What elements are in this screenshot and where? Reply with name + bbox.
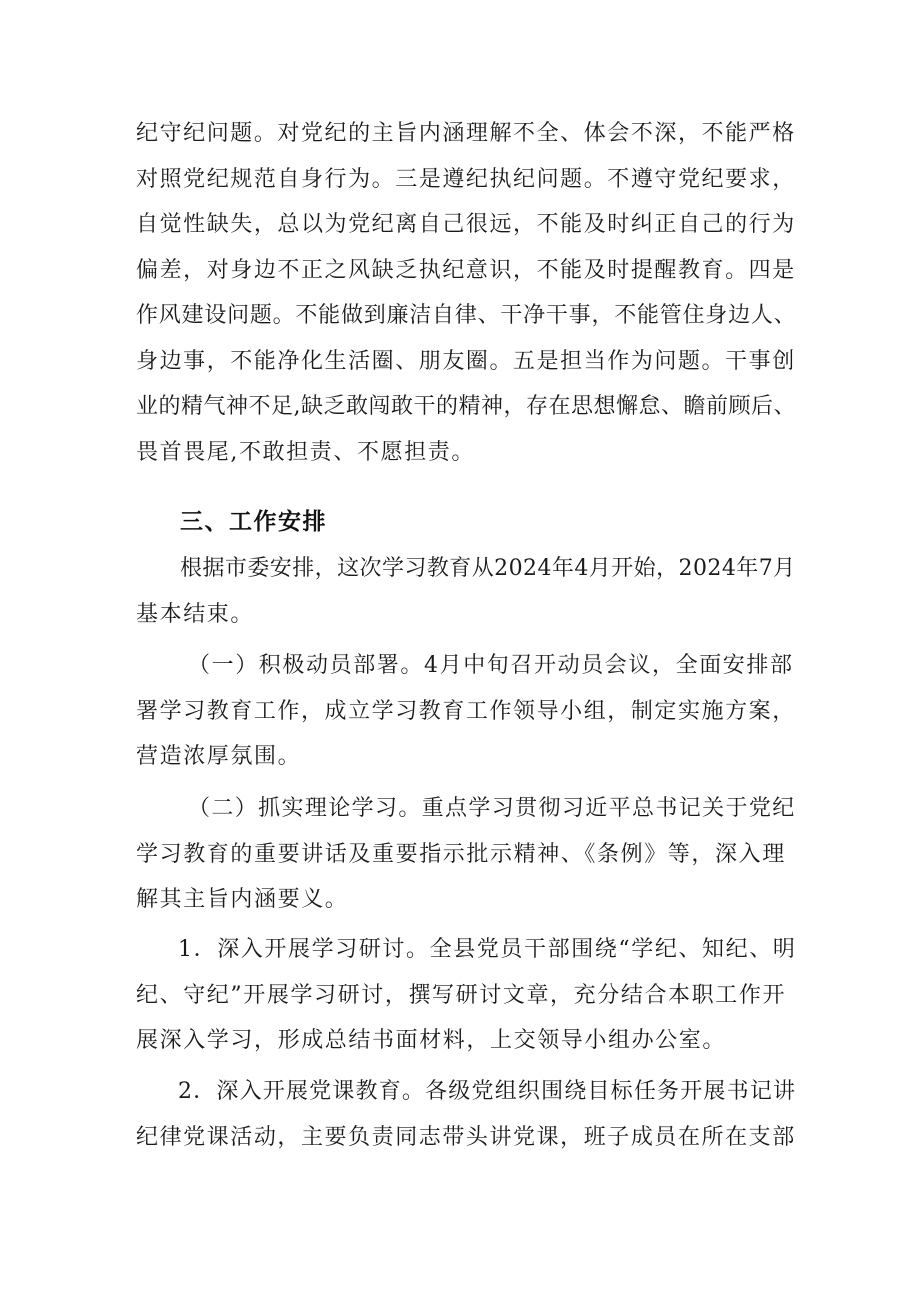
text-line: （一）积极动员部署。4月中旬召开动员会议，全面安排部 <box>188 653 794 678</box>
paragraph-schedule <box>136 546 796 637</box>
section-heading: 三、工作安排 <box>180 509 327 535</box>
text-line: 营造浓厚氛围。 <box>136 744 302 769</box>
paragraph-sub-item-two <box>136 1069 796 1160</box>
text-line: 2．深入开展党课教育。各级党组织围绕目标任务开展书记讲 <box>178 1079 797 1104</box>
text-line: 作风建设问题。不能做到廉洁自律、干净干事，不能管住身边人、 <box>136 303 797 328</box>
paragraph-sub-item-one <box>136 927 796 1064</box>
text-line: 纪守纪问题。对党纪的主旨内涵理解不全、体会不深，不能严格 <box>136 121 796 146</box>
text-line: 偏差，对身边不正之风缺乏执纪意识，不能及时提醒教育。四是 <box>136 257 796 283</box>
text-line: 展深入学习，形成总结书面材料，上交领导小组办公室。 <box>136 1028 727 1053</box>
text-line: 根据市委安排，这次学习教育从2024年4月开始，2024年7月 <box>180 556 796 581</box>
text-line: 畏首畏尾,不敢担责、不愿担责。 <box>136 439 475 465</box>
paragraph-discipline-issues <box>136 111 796 475</box>
text-line: 身边事，不能净化生活圈、朋友圈。五是担当作为问题。干事创 <box>136 348 796 374</box>
text-line: 纪律党课活动，主要负责同志带头讲党课，班子成员在所在支部 <box>136 1124 796 1150</box>
paragraph-item-two <box>136 786 796 923</box>
text-line: （二）抓实理论学习。重点学习贯彻习近平总书记关于党纪 <box>188 796 796 821</box>
paragraph-item-one <box>136 643 796 780</box>
text-line: 自觉性缺失，总以为党纪离自己很远，不能及时纠正自己的行为 <box>136 212 796 237</box>
text-line: 署学习教育工作，成立学习教育工作领导小组，制定实施方案， <box>136 698 796 724</box>
text-line: 解其主旨内涵要义。 <box>136 887 349 912</box>
text-line: 对照党纪规范自身行为。三是遵纪执纪问题。不遵守党纪要求， <box>136 166 796 192</box>
text-line: 业的精气神不足,缺乏敢闯敢干的精神，存在思想懈怠、瞻前顾后、 <box>136 394 796 419</box>
text-line: 纪、守纪”开展学习研讨，撰写研讨文章，充分结合本职工作开 <box>136 982 787 1008</box>
text-line: 基本结束。 <box>136 601 255 627</box>
text-line: 学习教育的重要讲话及重要指示批示精神、《条例》等，深入理 <box>136 841 786 867</box>
text-line: 1．深入开展学习研讨。全县党员干部围绕“学纪、知纪、明 <box>178 937 797 962</box>
